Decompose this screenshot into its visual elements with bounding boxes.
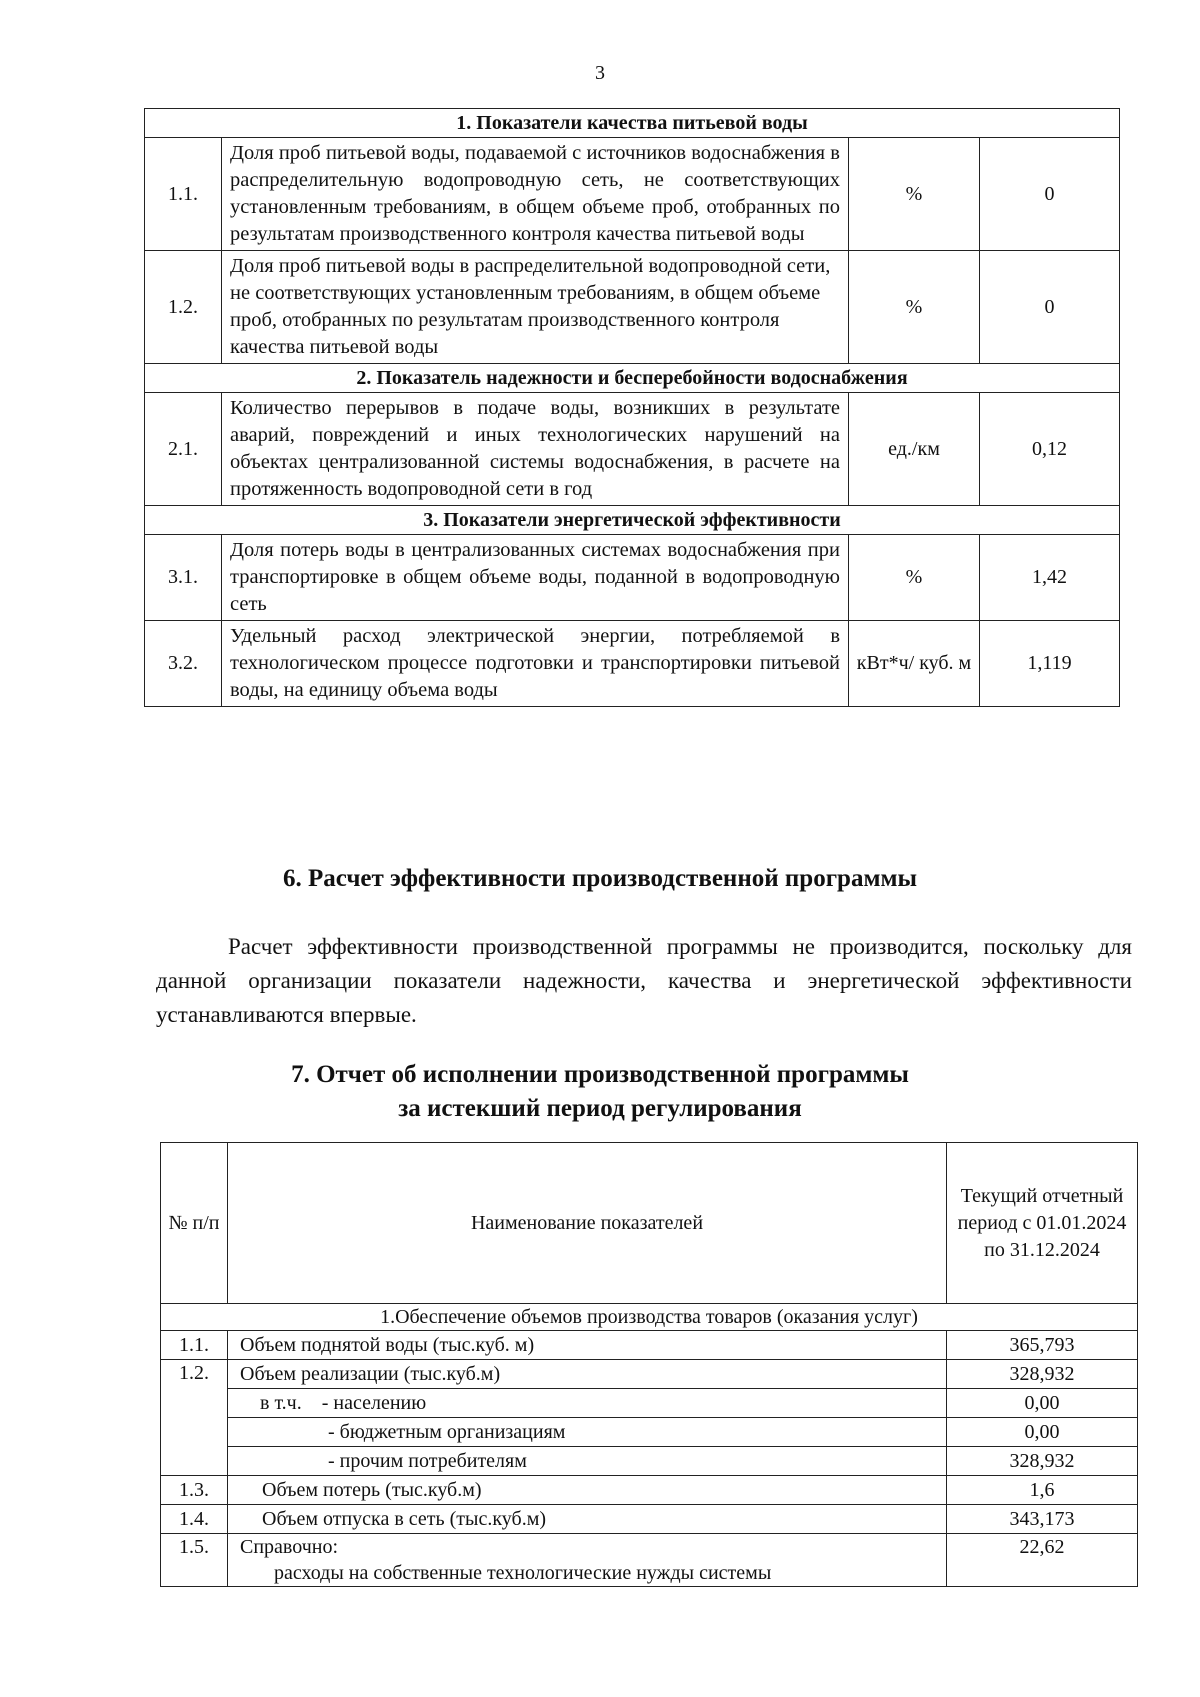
header-row: [161, 1143, 1138, 1304]
indicator-name: Объем поднятой воды (тыс.куб. м): [228, 1331, 947, 1360]
indicator-name: в т.ч. - населению: [228, 1389, 947, 1418]
indicator-value: 1,6: [947, 1476, 1138, 1505]
section-title-reliability: 2. Показатель надежности и бесперебойности водоснабжения: [145, 364, 1120, 393]
section-title-energy: 3. Показатели энергетической эффективности: [145, 506, 1120, 535]
section6-text: Расчет эффективности производственной программы не производится, поскольку для данной организации показатели надежности, качества и энергетической эффективности устанавливаются впервые.: [156, 934, 1132, 1027]
row-number: 1.1.: [161, 1331, 228, 1360]
row-number: 1.3.: [161, 1476, 228, 1505]
table-row: [145, 621, 1120, 707]
section6-paragraph: [156, 930, 1132, 1032]
table-row: [161, 1360, 1138, 1389]
table-row: [145, 535, 1120, 621]
indicator-value: 328,932: [947, 1360, 1138, 1389]
section-row: [145, 506, 1120, 535]
indicator-value: 365,793: [947, 1331, 1138, 1360]
row-number: 3.1.: [145, 535, 222, 621]
indicator-value: 1,119: [980, 621, 1120, 707]
table-row: [145, 251, 1120, 364]
table-row: [161, 1476, 1138, 1505]
section-row: [145, 364, 1120, 393]
indicator-value: 0: [980, 251, 1120, 364]
section-row: [161, 1304, 1138, 1331]
row-number: 1.4.: [161, 1505, 228, 1534]
row-number: 1.2.: [145, 251, 222, 364]
header-name: Наименование показателей: [228, 1143, 947, 1304]
table-row: [161, 1331, 1138, 1360]
indicator-description: Удельный расход электрической энергии, потребляемой в технологическом процессе подготовки и транспортировки питьевой воды, на единицу объема воды: [222, 621, 849, 707]
row-number: 1.1.: [145, 138, 222, 251]
header-number: № п/п: [161, 1143, 228, 1304]
indicator-value: 0,00: [947, 1389, 1138, 1418]
indicator-unit: кВт*ч/ куб. м: [849, 621, 980, 707]
page-number: 3: [595, 62, 605, 84]
header-period: Текущий отчетный период с 01.01.2024 по 31.12.2024: [947, 1143, 1138, 1304]
section-title-volumes: 1.Обеспечение объемов производства товаров (оказания услуг): [161, 1304, 1138, 1331]
indicator-description: Доля проб питьевой воды, подаваемой с источников водоснабжения в распределительную водопроводную сеть, не соответствующих установленным требованиям, в общем объеме проб, отобранных по результатам производственного контроля качества питьевой воды: [222, 138, 849, 251]
indicator-name: Объем отпуска в сеть (тыс.куб.м): [228, 1505, 947, 1534]
section6-heading: 6. Расчет эффективности производственной программы: [282, 865, 918, 892]
indicator-name: Справочно:: [240, 1536, 339, 1558]
row-number: 3.2.: [145, 621, 222, 707]
table-row: [145, 138, 1120, 251]
indicator-unit: %: [849, 535, 980, 621]
quality-indicators-table: [144, 108, 1120, 707]
table-row: [145, 393, 1120, 506]
row-number: 1.5.: [161, 1534, 228, 1587]
program-report-table: [160, 1142, 1138, 1587]
table-row: [161, 1534, 1138, 1587]
table-row: [161, 1389, 1138, 1418]
indicator-unit: %: [849, 251, 980, 364]
indicator-name: - бюджетным организациям: [228, 1418, 947, 1447]
indicator-description: Количество перерывов в подаче воды, возникших в результате аварий, повреждений и иных технологических нарушений на объектах централизованной системы водоснабжения, в расчете на протяженность водопроводной сети в год: [222, 393, 849, 506]
indicator-value: 328,932: [947, 1447, 1138, 1476]
indicator-unit: %: [849, 138, 980, 251]
table-row: [161, 1418, 1138, 1447]
indicator-name: Объем реализации (тыс.куб.м): [228, 1360, 947, 1389]
indicator-name: Объем потерь (тыс.куб.м): [228, 1476, 947, 1505]
indicator-value: 0,12: [980, 393, 1120, 506]
indicator-value: 0,00: [947, 1418, 1138, 1447]
indicator-name: - прочим потребителям: [228, 1447, 947, 1476]
indicator-name-detail: расходы на собственные технологические нужды системы: [274, 1562, 772, 1584]
section-title-quality: 1. Показатели качества питьевой воды: [145, 109, 1120, 138]
section7-heading-line2: за истекший период регулирования: [398, 1095, 802, 1122]
row-number: 1.2.: [161, 1360, 228, 1476]
indicator-name-block: [228, 1534, 947, 1587]
indicator-unit: ед./км: [849, 393, 980, 506]
section-row: [145, 109, 1120, 138]
indicator-description: Доля потерь воды в централизованных системах водоснабжения при транспортировке в общем объеме воды, поданной в водопроводную сеть: [222, 535, 849, 621]
row-number: 2.1.: [145, 393, 222, 506]
indicator-description: Доля проб питьевой воды в распределительной водопроводной сети, не соответствующих установленным требованиям, в общем объеме проб, отобранных по результатам производственного контроля качества питьевой воды: [222, 251, 849, 364]
table-row: [161, 1447, 1138, 1476]
indicator-value: 343,173: [947, 1505, 1138, 1534]
indicator-value: 1,42: [980, 535, 1120, 621]
indicator-value: 22,62: [947, 1534, 1138, 1587]
table-row: [161, 1505, 1138, 1534]
indicator-value: 0: [980, 138, 1120, 251]
section7-heading-line1: 7. Отчет об исполнении производственной программы: [291, 1061, 909, 1088]
